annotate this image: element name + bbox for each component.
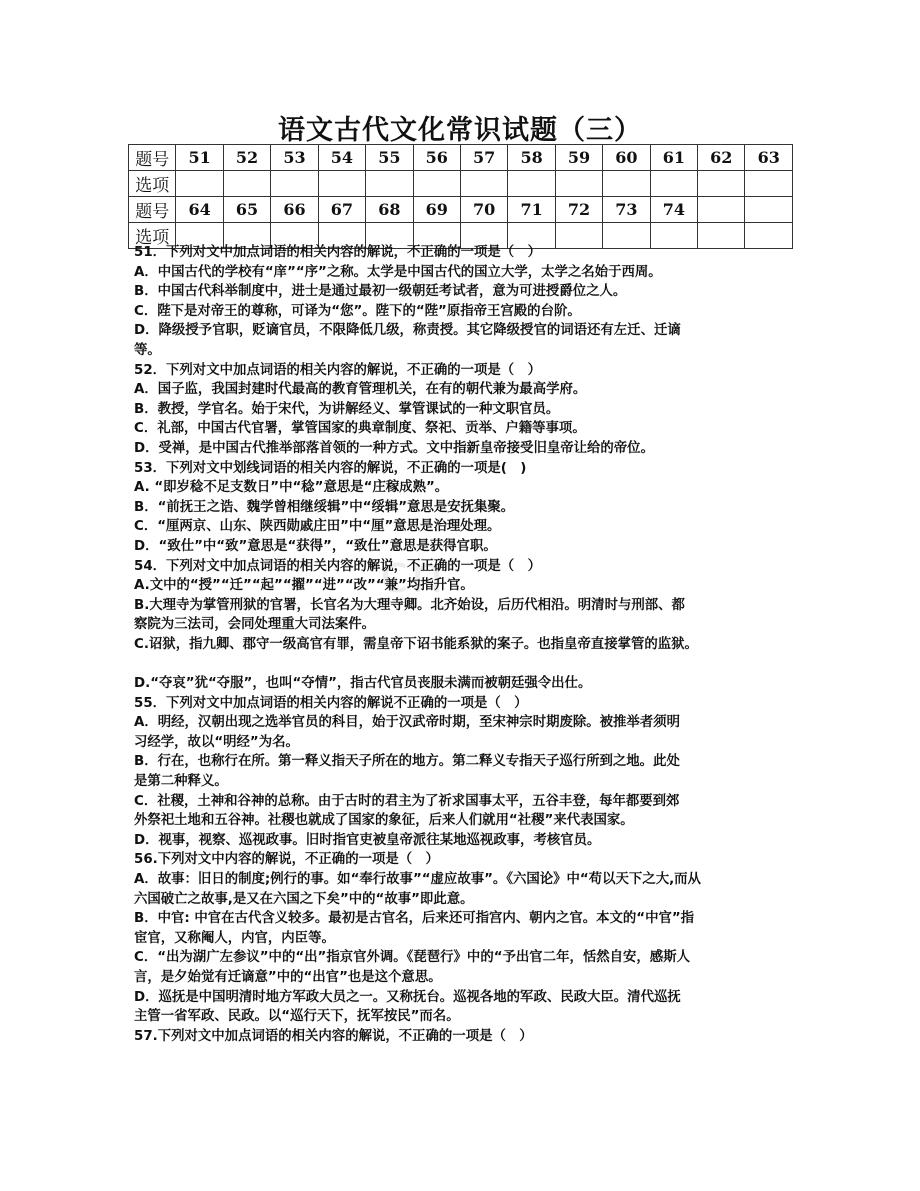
answer-option-line: C.诏狱，指九卿、郡守一级高官有罪，需皇帝下诏书能系狱的案子。也指皇帝直接掌管的监狱。 — [134, 636, 698, 652]
answer-option-line: B．行在，也称行在所。第一释义指天子所在的地方。第二释义专指天子巡行所到之地。此处 — [134, 754, 680, 770]
answer-option-line: C．礼部，中国古代官署，掌管国家的典章制度、祭祀、贡举、户籍等事项。 — [134, 421, 586, 437]
question-stem: 55．下列对文中加点词语的相关内容的解说不正确的一项是（ ） — [134, 695, 528, 711]
answer-choice-cell[interactable] — [745, 171, 793, 197]
answer-option-line: C．“厘两京、山东、陕西勋戚庄田”中“厘”意思是治理处理。 — [134, 519, 501, 535]
question-number-cell: 69 — [413, 197, 460, 223]
answer-choice-cell[interactable] — [508, 171, 555, 197]
question-number-cell — [745, 197, 793, 223]
answer-option-line: B．中国古代科举制度中，进士是通过最初一级朝廷考试者，意为可进授爵位之人。 — [134, 284, 627, 300]
question-number-cell: 70 — [460, 197, 507, 223]
question-number-row — [129, 197, 793, 223]
answer-option-line: D．降级授予官职，贬谪官员，不限降低几级，称责授。其它降级授官的词语还有左迁、迁谪 — [134, 323, 681, 339]
answer-choice-cell[interactable] — [223, 171, 270, 197]
question-number-cell: 56 — [413, 145, 460, 171]
question-number-cell — [698, 197, 745, 223]
question-number-cell: 54 — [318, 145, 365, 171]
answer-option-line: 六国破亡之故事,是又在六国之下矣”中的“故事”即此意。 — [134, 891, 474, 907]
answer-option-line: 察院为三法司，会同处理重大司法案件。 — [134, 617, 376, 633]
answer-option-line: C．陛下是对帝王的尊称，可译为“您”。陛下的“陛”原指帝王宫殿的台阶。 — [134, 303, 581, 319]
answer-option-line: D．受禅，是中国古代推举部落首领的一种方式。文中指新皇帝接受旧皇帝让给的帝位。 — [134, 440, 654, 456]
answer-option-line: B．中官: 中官在古代含义较多。最初是古官名，后来还可指宫内、朝内之官。本文的“中官”指 — [134, 911, 695, 927]
question-number-cell: 64 — [176, 197, 223, 223]
question-number-cell: 73 — [603, 197, 650, 223]
answer-choice-cell[interactable] — [650, 171, 697, 197]
answer-option-line: A．中国古代的学校有“庠”“序”之称。太学是中国古代的国立大学，太学之名始于西周。 — [134, 264, 662, 280]
row-label-choice: 选项 — [129, 171, 176, 197]
question-stem: 52．下列对文中加点词语的相关内容的解说，不正确的一项是（ ） — [134, 362, 541, 378]
question-number-cell: 62 — [698, 145, 745, 171]
question-number-cell: 66 — [271, 197, 318, 223]
question-stem: 57.下列对文中加点词语的相关内容的解说，不正确的一项是（ ） — [134, 1028, 533, 1044]
answer-option-line: D．视事，视察、巡视政事。旧时指官吏被皇帝派往某地巡视政事，考核官员。 — [134, 832, 601, 848]
answer-option-line: 外祭祀土地和五谷神。社稷也就成了国家的象征，后来人们就用“社稷”来代表国家。 — [134, 813, 634, 829]
answer-option-line: 习经学，故以“明经”为名。 — [134, 734, 299, 750]
question-number-cell: 53 — [271, 145, 318, 171]
question-stem: 56.下列对文中内容的解说，不正确的一项是（ ） — [134, 852, 439, 868]
row-label-number: 题号 — [129, 197, 176, 223]
answer-option-line: 主管一省军政、民政。以“巡行天下，抚军按民”而名。 — [134, 1009, 460, 1025]
answer-choice-row — [129, 171, 793, 197]
answer-option-line: A．国子监，我国封建时代最高的教育管理机关，在有的朝代兼为最高学府。 — [134, 382, 587, 398]
answer-option-line: B．教授，学官名。始于宋代，为讲解经义、掌管课试的一种文职官员。 — [134, 401, 560, 417]
answer-choice-cell[interactable] — [413, 171, 460, 197]
question-number-cell: 65 — [223, 197, 270, 223]
answer-choice-cell[interactable] — [555, 171, 602, 197]
row-label-number: 题号 — [129, 145, 176, 171]
watermark: cn — [380, 545, 446, 605]
question-number-cell: 51 — [176, 145, 223, 171]
question-number-cell: 74 — [650, 197, 697, 223]
answer-option-line: D．“致仕”中“致”意思是“获得”，“致仕”意思是获得官职。 — [134, 538, 497, 554]
answer-choice-cell[interactable] — [318, 171, 365, 197]
answer-option-line: 等。 — [134, 342, 161, 358]
question-number-row — [129, 145, 793, 171]
row-label-choice: 选项 — [129, 223, 176, 249]
answer-option-line: B．“前抚王之诰、魏学曾相继绥辑”中“绥辑”意思是安抚集聚。 — [134, 499, 515, 515]
question-number-cell: 71 — [508, 197, 555, 223]
answer-option-line: 宦官，又称阉人，内官，内臣等。 — [134, 930, 335, 946]
answer-option-line: C．社稷，土神和谷神的总称。由于古时的君主为了祈求国事太平，五谷丰登，每年都要到郊 — [134, 793, 680, 809]
question-number-cell: 59 — [555, 145, 602, 171]
question-stem: 51．下列对文中加点词语的相关内容的解说，不正确的一项是（ ） — [134, 245, 541, 260]
answer-option-line: A.文中的“授”“迁”“起”“擢”“进”“改”“兼”均指升官。 — [134, 578, 474, 594]
question-number-cell: 63 — [745, 145, 793, 171]
question-number-cell: 67 — [318, 197, 365, 223]
blank-line — [134, 654, 794, 674]
answer-option-line: A. “即岁稔不足支数日”中“稔”意思是“庄稼成熟”。 — [134, 480, 449, 496]
answer-option-line: C．“出为湖广左参议”中的“出”指京官外调。《琵琶行》中的“予出官二年，恬然自安，感斯人 — [134, 950, 690, 966]
answer-option-line: D．巡抚是中国明清时地方军政大员之一。又称抚台。巡视各地的军政、民政大臣。清代巡抚 — [134, 989, 681, 1005]
answer-choice-cell[interactable] — [176, 171, 223, 197]
answer-option-line: 是第二种释义。 — [134, 774, 228, 790]
question-number-cell: 52 — [223, 145, 270, 171]
question-stem: 53．下列对文中划线词语的相关内容的解说，不正确的一项是( ) — [134, 460, 527, 476]
answer-table — [128, 144, 793, 249]
answer-choice-cell[interactable] — [366, 171, 413, 197]
answer-choice-cell[interactable] — [271, 171, 318, 197]
question-number-cell: 68 — [366, 197, 413, 223]
question-number-cell: 58 — [508, 145, 555, 171]
question-number-cell: 60 — [603, 145, 650, 171]
question-number-cell: 57 — [460, 145, 507, 171]
answer-option-line: A．明经，汉朝出现之选举官员的科目，始于汉武帝时期，至宋神宗时期废除。被推举者须明 — [134, 715, 680, 731]
answer-choice-cell[interactable] — [460, 171, 507, 197]
answer-option-line: 言，是夕始觉有迁谪意”中的“出官”也是这个意思。 — [134, 969, 442, 985]
answer-option-line: B.大理寺为掌管刑狱的官署，长官名为大理寺卿。北齐始设，后历代相沿。明清时与刑部、都 — [134, 597, 685, 613]
answer-option-line: D.“夺哀”犹“夺服”，也叫“夺情”，指古代官员丧服未满而被朝廷强令出仕。 — [134, 676, 592, 692]
question-number-cell: 72 — [555, 197, 602, 223]
question-stem: 54．下列对文中加点词语的相关内容的解说，不正确的一项是（ ） — [134, 558, 541, 574]
answer-option-line: A．故事：旧日的制度;例行的事。如“奉行故事”“虚应故事”。《六国论》中“苟以天下之大,而从 — [134, 872, 701, 887]
page-title: 语文古代文化常识试题（三） — [278, 115, 642, 146]
question-text — [134, 243, 794, 1046]
question-number-cell: 55 — [366, 145, 413, 171]
question-number-cell: 61 — [650, 145, 697, 171]
answer-choice-cell[interactable] — [603, 171, 650, 197]
answer-choice-cell[interactable] — [698, 171, 745, 197]
